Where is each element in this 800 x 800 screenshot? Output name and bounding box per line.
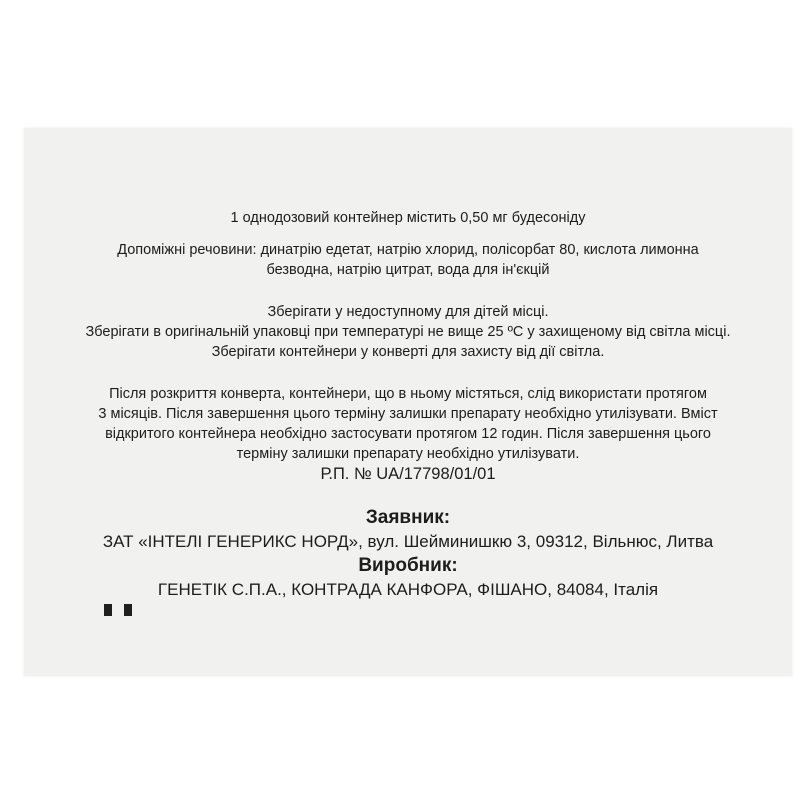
excipients-line-2: безводна, натрію цитрат, вода для ін'єкцій <box>266 262 550 278</box>
after-opening-line-1: Після розкриття конверта, контейнери, що в ньому містяться, слід використати протягом <box>109 386 707 402</box>
storage-line-3: Зберігати контейнери у конверті для захисту від дії світла. <box>211 344 605 360</box>
after-opening-line-3: відкритого контейнера необхідно застосувати протягом 12 годин. Після завершення цього <box>105 426 711 442</box>
medicine-label <box>24 128 792 676</box>
manufacturer-text: ГЕНЕТІК С.П.А., КОНТРАДА КАНФОРА, ФІШАНО, 84084, Італія <box>157 580 659 599</box>
applicant-text: ЗАТ «ІНТЕЛІ ГЕНЕРИКС НОРД», вул. Шейминишкю 3, 09312, Вільнюс, Литва <box>102 532 714 551</box>
label-text <box>24 208 792 602</box>
cut-off-letter-fragment <box>104 604 132 616</box>
composition-line: 1 однодозовий контейнер містить 0,50 мг будесоніду <box>230 210 586 226</box>
applicant-heading: Заявник: <box>365 507 451 528</box>
storage-line-1: Зберігати у недоступному для дітей місці. <box>267 304 549 320</box>
after-opening-line-4: терміну залишки препарату необхідно утилізувати. <box>236 446 580 462</box>
excipients-line-1: Допоміжні речовини: динатрію едетат, натрію хлорид, полісорбат 80, кислота лимонна <box>117 242 699 258</box>
after-opening-line-2: 3 місяців. Після завершення цього терміну залишки препарату необхідно утилізувати. Вміст <box>98 406 718 422</box>
registration-number: Р.П. № UA/17798/01/01 <box>320 465 496 483</box>
storage-line-2: Зберігати в оригінальній упаковці при температурі не вище 25 ºС у захищеному від світла місці. <box>85 324 731 340</box>
manufacturer-heading: Виробник: <box>358 555 458 576</box>
